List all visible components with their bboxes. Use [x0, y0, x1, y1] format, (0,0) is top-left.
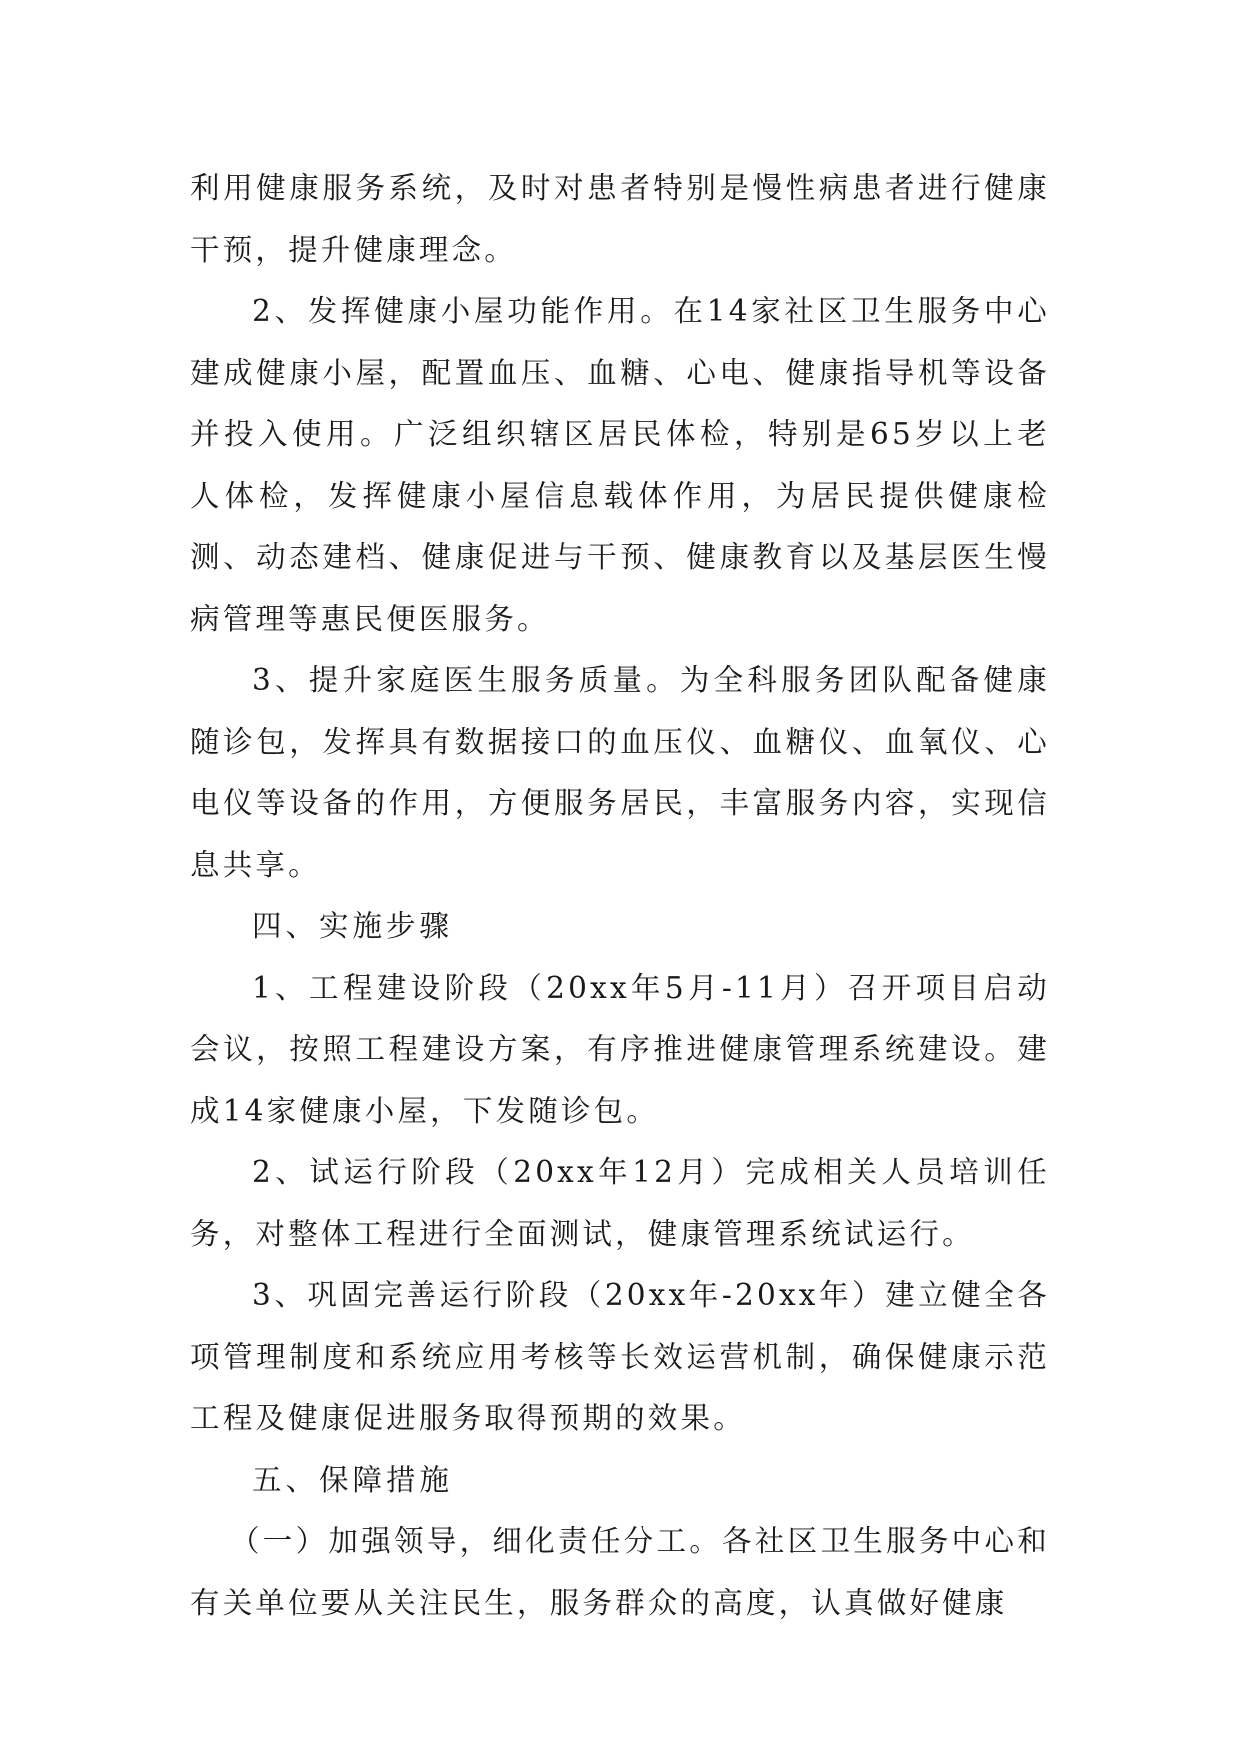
section-heading-safeguards: 五、保障措施	[252, 1462, 454, 1497]
paragraph-construction-phase: 1、工程建设阶段（20xx年5月-11月）召开项目启动会议，按照工程建设方案，有序推进健康管理系统建设。建成14家健康小屋，下发随诊包。	[190, 970, 1050, 1128]
paragraph-health-hut: 2、发挥健康小屋功能作用。在14家社区卫生服务中心建成健康小屋，配置血压、血糖、心电、健康指导机等设备并投入使用。广泛组织辖区居民体检，特别是65岁以上老人体检，发挥健康小屋信息载体作用，为居民提供健康检测、动态建档、健康促进与干预、健康教育以及基层医生慢病管理等惠民便医服务。	[190, 294, 1050, 636]
paragraph-consolidation-phase: 3、巩固完善运行阶段（20xx年-20xx年）建立健全各项管理制度和系统应用考核等长效运营机制，确保健康示范工程及健康促进服务取得预期的效果。	[190, 1278, 1050, 1435]
section-heading-implementation-steps: 四、实施步骤	[252, 909, 454, 943]
paragraph-family-doctor: 3、提升家庭医生服务质量。为全科服务团队配备健康随诊包，发挥具有数据接口的血压仪、血糖仪、血氧仪、心电仪等设备的作用，方便服务居民，丰富服务内容，实现信息共享。	[190, 663, 1050, 882]
paragraph-leadership: （一）加强领导，细化责任分工。各社区卫生服务中心和有关单位要从关注民生，服务群众的高度，认真做好健康	[190, 1524, 1050, 1620]
paragraph-trial-phase: 2、试运行阶段（20xx年12月）完成相关人员培训任务，对整体工程进行全面测试，健康管理系统试运行。	[190, 1155, 1050, 1251]
paragraph-continuation: 利用健康服务系统，及时对患者特别是慢性病患者进行健康干预，提升健康理念。	[190, 171, 1050, 267]
document-body	[190, 158, 1050, 1634]
